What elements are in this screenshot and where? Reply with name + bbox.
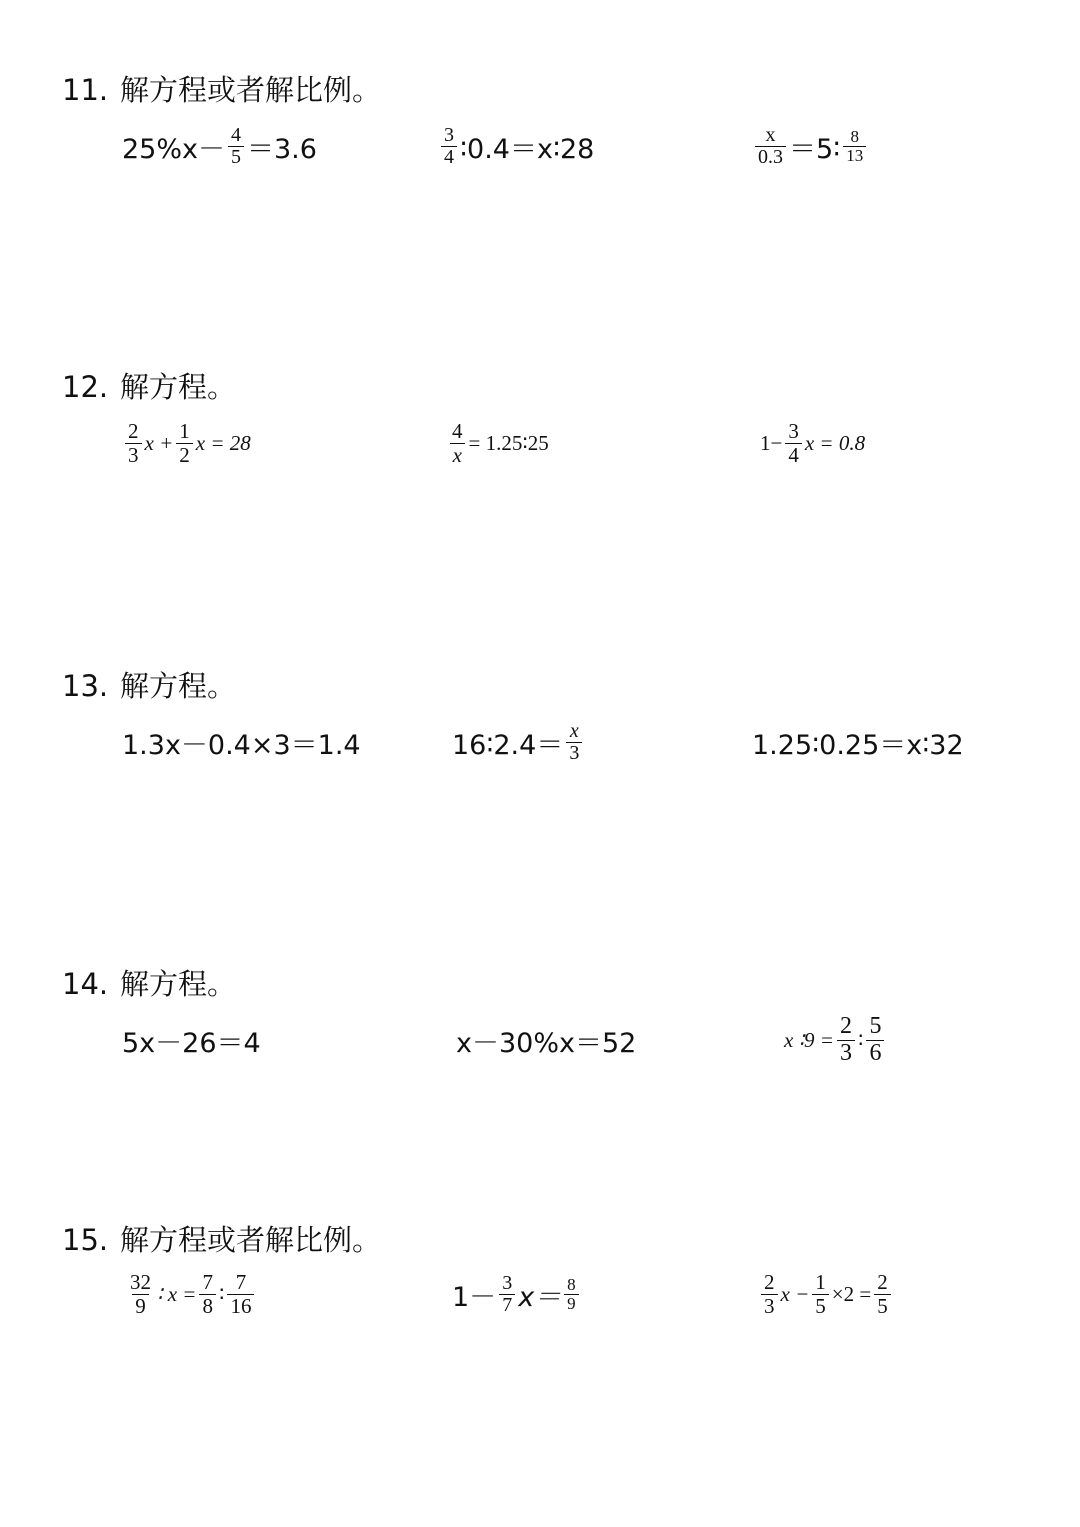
denominator: 9 bbox=[564, 1294, 579, 1313]
denominator: 3 bbox=[125, 443, 142, 466]
denominator: 9 bbox=[132, 1294, 149, 1317]
denominator: 16 bbox=[227, 1294, 254, 1317]
equation-text: 1− bbox=[760, 430, 783, 455]
equation-13-1 bbox=[122, 710, 361, 774]
equation-14-3 bbox=[784, 1008, 887, 1072]
numerator: 3 bbox=[788, 419, 799, 444]
fraction bbox=[785, 420, 802, 465]
equation-13-3 bbox=[752, 710, 964, 774]
equation-text: x − bbox=[780, 1281, 810, 1306]
fraction bbox=[176, 420, 193, 465]
fraction bbox=[812, 1271, 829, 1316]
question-instruction: 解方程或者解比例。 bbox=[120, 73, 382, 107]
question-number: 11. bbox=[62, 73, 109, 107]
fraction bbox=[441, 125, 457, 168]
denominator: 3 bbox=[566, 742, 582, 764]
question-number: 14. bbox=[62, 967, 109, 1001]
denominator: 3 bbox=[761, 1294, 778, 1317]
equation-text: = 1.25∶25 bbox=[468, 430, 549, 455]
equation-text: ＝5∶ bbox=[789, 133, 841, 165]
numerator: 7 bbox=[202, 1270, 213, 1295]
numerator: 4 bbox=[452, 419, 463, 444]
numerator: x bbox=[765, 123, 776, 146]
numerator: 2 bbox=[128, 419, 139, 444]
fraction bbox=[499, 1273, 515, 1316]
fraction bbox=[761, 1271, 778, 1316]
equation-text: x－30%x＝52 bbox=[456, 1027, 637, 1059]
equation-text: 1－ bbox=[452, 1281, 497, 1313]
fraction bbox=[228, 125, 244, 168]
numerator: 5 bbox=[869, 1013, 882, 1040]
denominator: 7 bbox=[499, 1294, 515, 1316]
equation-text: ∶ bbox=[218, 1281, 225, 1306]
numerator: 1 bbox=[815, 1270, 826, 1295]
fraction bbox=[755, 125, 786, 168]
equation-11-3 bbox=[752, 114, 869, 178]
denominator: 3 bbox=[837, 1040, 855, 1066]
equation-text: 25%x－ bbox=[122, 133, 225, 165]
denominator: x bbox=[450, 443, 465, 466]
numerator: 7 bbox=[235, 1270, 247, 1295]
denominator: 6 bbox=[866, 1040, 884, 1066]
equation-text: 16∶2.4＝ bbox=[452, 729, 564, 761]
equation-text: x = 28 bbox=[195, 430, 251, 455]
fraction bbox=[843, 128, 866, 165]
fraction bbox=[866, 1014, 884, 1065]
numerator: 4 bbox=[231, 123, 241, 146]
equation-12-1 bbox=[122, 411, 251, 475]
equation-text: 1.25∶0.25＝x∶32 bbox=[752, 729, 964, 761]
question-heading bbox=[62, 1222, 381, 1258]
numerator: 32 bbox=[130, 1270, 151, 1295]
equation-14-2 bbox=[456, 1008, 636, 1072]
question-instruction: 解方程。 bbox=[120, 967, 237, 1001]
fraction bbox=[564, 1276, 579, 1313]
equation-12-3 bbox=[760, 411, 865, 475]
equation-text: x = 0.8 bbox=[804, 430, 866, 455]
equation-text: ∶ x = bbox=[157, 1281, 197, 1306]
denominator: 5 bbox=[228, 146, 244, 168]
question-heading bbox=[62, 369, 236, 405]
denominator: 4 bbox=[441, 146, 457, 168]
equation-text: ∶ bbox=[857, 1027, 864, 1052]
question-instruction: 解方程。 bbox=[120, 669, 237, 703]
question-number: 13. bbox=[62, 669, 109, 703]
equation-text: x＝ bbox=[518, 1281, 562, 1313]
denominator: 5 bbox=[874, 1294, 891, 1317]
fraction bbox=[449, 420, 466, 465]
equation-text: 1.3x－0.4×3＝1.4 bbox=[122, 729, 361, 761]
numerator: 8 bbox=[567, 1274, 576, 1294]
denominator: 8 bbox=[199, 1294, 216, 1317]
equation-13-2 bbox=[452, 710, 585, 774]
equation-15-3 bbox=[758, 1262, 894, 1326]
equation-text: 5x－26＝4 bbox=[122, 1027, 261, 1059]
denominator: 13 bbox=[843, 146, 866, 165]
denominator: 4 bbox=[785, 443, 802, 466]
numerator: 8 bbox=[850, 126, 859, 146]
numerator: x bbox=[569, 719, 579, 742]
equation-14-1 bbox=[122, 1008, 261, 1072]
numerator: 1 bbox=[179, 419, 190, 444]
fraction bbox=[874, 1271, 891, 1316]
fraction bbox=[199, 1271, 216, 1316]
question-number: 15. bbox=[62, 1223, 109, 1257]
equation-text: x + bbox=[144, 430, 174, 455]
equation-text: ∶0.4＝x∶28 bbox=[460, 133, 595, 165]
equation-11-1 bbox=[122, 114, 317, 178]
numerator: 2 bbox=[764, 1270, 775, 1295]
fraction bbox=[127, 1271, 154, 1316]
question-heading bbox=[62, 966, 236, 1002]
fraction bbox=[837, 1014, 855, 1065]
fraction bbox=[566, 721, 582, 764]
numerator: 2 bbox=[839, 1013, 852, 1040]
equation-12-2 bbox=[446, 411, 549, 475]
equation-text: ＝3.6 bbox=[247, 133, 317, 165]
denominator: 0.3 bbox=[755, 146, 786, 168]
denominator: 2 bbox=[176, 443, 193, 466]
fraction bbox=[227, 1271, 254, 1316]
equation-15-1 bbox=[124, 1262, 257, 1326]
numerator: 3 bbox=[444, 123, 454, 146]
equation-text: x ∶9 = bbox=[784, 1027, 834, 1052]
question-instruction: 解方程或者解比例。 bbox=[120, 1223, 382, 1257]
question-heading bbox=[62, 72, 381, 108]
denominator: 5 bbox=[812, 1294, 829, 1317]
fraction bbox=[125, 420, 142, 465]
question-instruction: 解方程。 bbox=[120, 370, 237, 404]
equation-15-2 bbox=[452, 1262, 582, 1326]
numerator: 2 bbox=[877, 1270, 888, 1295]
equation-11-2 bbox=[438, 114, 594, 178]
question-heading bbox=[62, 668, 236, 704]
numerator: 3 bbox=[502, 1271, 513, 1294]
question-number: 12. bbox=[62, 370, 109, 404]
equation-text: ×2 = bbox=[831, 1281, 872, 1306]
